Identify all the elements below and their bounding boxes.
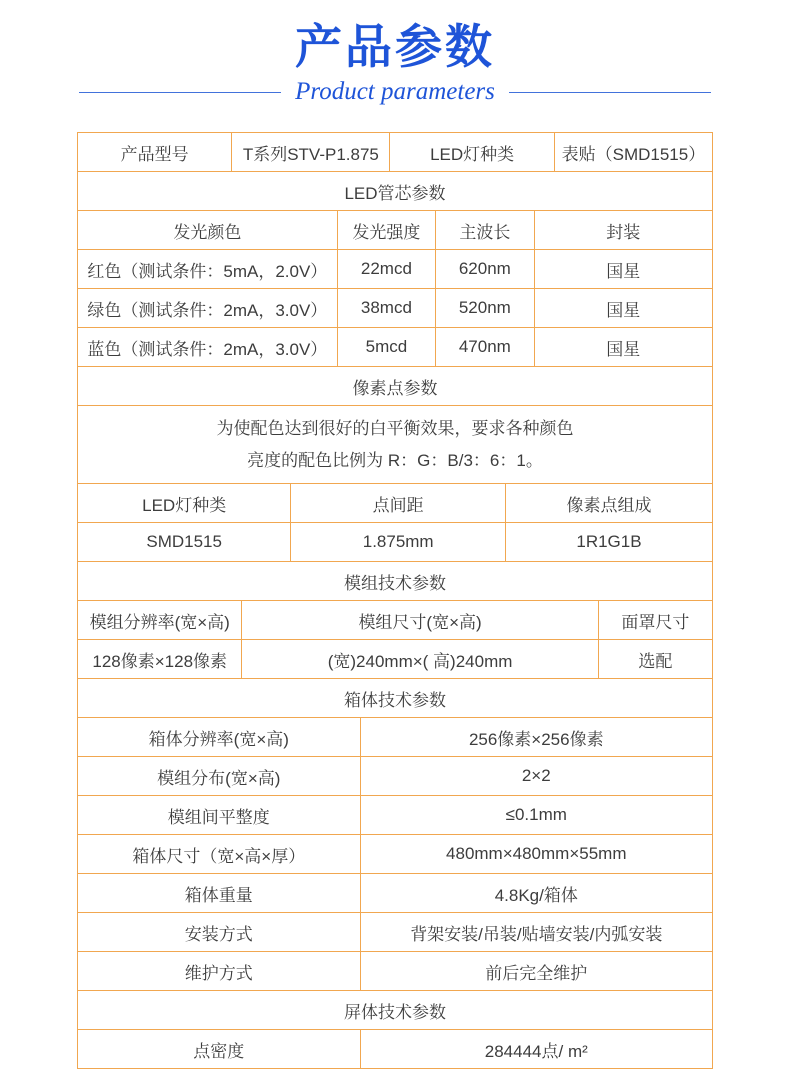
blue-led-package: 国星 bbox=[535, 328, 713, 367]
pixel-config-value: 1R1G1B bbox=[506, 523, 713, 562]
green-led-package: 国星 bbox=[535, 289, 713, 328]
module-size-value: (宽)240mm×( 高)240mm bbox=[242, 640, 598, 679]
table-row-red-led bbox=[78, 250, 713, 289]
column-header-intensity: 发光强度 bbox=[338, 211, 436, 250]
table-row-green-led bbox=[78, 289, 713, 328]
table-row-maintenance bbox=[78, 952, 713, 991]
table-row-install-method bbox=[78, 913, 713, 952]
section-title-pixel: 像素点参数 bbox=[78, 367, 713, 406]
blue-led-intensity: 5mcd bbox=[338, 328, 436, 367]
cabinet-resolution-label: 箱体分辨率(宽×高) bbox=[78, 718, 361, 757]
green-led-condition: 绿色（测试条件：2mA，3.0V） bbox=[78, 289, 338, 328]
column-header-module-size: 模组尺寸(宽×高) bbox=[242, 601, 598, 640]
dot-density-value: 284444点/ m² bbox=[361, 1030, 713, 1069]
column-header-package: 封装 bbox=[535, 211, 713, 250]
table-row-module-values bbox=[78, 640, 713, 679]
cabinet-weight-label: 箱体重量 bbox=[78, 874, 361, 913]
column-header-wavelength: 主波长 bbox=[436, 211, 534, 250]
green-led-intensity: 38mcd bbox=[338, 289, 436, 328]
led-type-value: 表贴（SMD1515） bbox=[555, 133, 713, 172]
pixel-pitch-value: 1.875mm bbox=[291, 523, 506, 562]
table-header-row-pixel bbox=[78, 484, 713, 523]
section-title-cabinet: 箱体技术参数 bbox=[78, 679, 713, 718]
green-led-wavelength: 520nm bbox=[436, 289, 534, 328]
blue-led-condition: 蓝色（测试条件：2mA，3.0V） bbox=[78, 328, 338, 367]
cabinet-size-value: 480mm×480mm×55mm bbox=[361, 835, 713, 874]
mask-size-value: 选配 bbox=[599, 640, 713, 679]
section-title-screen: 屏体技术参数 bbox=[78, 991, 713, 1030]
table-row-blue-led bbox=[78, 328, 713, 367]
section-row-pixel bbox=[78, 367, 713, 406]
table-header-row-module bbox=[78, 601, 713, 640]
column-header-emit-color: 发光颜色 bbox=[78, 211, 338, 250]
white-balance-note-line1: 为使配色达到很好的白平衡效果，要求各种颜色 bbox=[216, 419, 574, 439]
subtitle-row bbox=[0, 78, 790, 106]
red-led-package: 国星 bbox=[535, 250, 713, 289]
dot-density-label: 点密度 bbox=[78, 1030, 361, 1069]
table-row-dot-density bbox=[78, 1030, 713, 1069]
product-model-label: 产品型号 bbox=[78, 133, 232, 172]
cabinet-weight-value: 4.8Kg/箱体 bbox=[361, 874, 713, 913]
module-layout-value: 2×2 bbox=[361, 757, 713, 796]
column-header-pixel-pitch: 点间距 bbox=[291, 484, 506, 523]
flatness-value: ≤0.1mm bbox=[361, 796, 713, 835]
install-method-label: 安装方式 bbox=[78, 913, 361, 952]
module-resolution-value: 128像素×128像素 bbox=[78, 640, 242, 679]
pixel-led-type-value: SMD1515 bbox=[78, 523, 291, 562]
cabinet-resolution-value: 256像素×256像素 bbox=[361, 718, 713, 757]
red-led-wavelength: 620nm bbox=[436, 250, 534, 289]
product-model-value: T系列STV-P1.875 bbox=[232, 133, 390, 172]
table-row-pixel-values bbox=[78, 523, 713, 562]
page-header bbox=[0, 0, 790, 106]
table-row-module-layout bbox=[78, 757, 713, 796]
section-row-screen bbox=[78, 991, 713, 1030]
table-row-cabinet-weight bbox=[78, 874, 713, 913]
maintenance-label: 维护方式 bbox=[78, 952, 361, 991]
led-type-label: LED灯种类 bbox=[390, 133, 554, 172]
section-title-module: 模组技术参数 bbox=[78, 562, 713, 601]
table-row-cabinet-resolution bbox=[78, 718, 713, 757]
product-parameters-table bbox=[77, 132, 713, 1069]
table-row-white-balance-note bbox=[78, 406, 713, 484]
section-row-cabinet bbox=[78, 679, 713, 718]
module-layout-label: 模组分布(宽×高) bbox=[78, 757, 361, 796]
page-title: 产品参数 bbox=[295, 20, 495, 73]
white-balance-note-line2: 亮度的配色比例为 R：G：B/3：6：1。 bbox=[247, 450, 543, 470]
install-method-value: 背架安装/吊装/贴墙安装/内弧安装 bbox=[361, 913, 713, 952]
right-rule-line bbox=[509, 92, 711, 93]
red-led-intensity: 22mcd bbox=[338, 250, 436, 289]
column-header-mask-size: 面罩尺寸 bbox=[599, 601, 713, 640]
section-row-led-chip bbox=[78, 172, 713, 211]
section-row-module bbox=[78, 562, 713, 601]
white-balance-note bbox=[78, 406, 713, 484]
column-header-module-resolution: 模组分辨率(宽×高) bbox=[78, 601, 242, 640]
cabinet-size-label: 箱体尺寸（宽×高×厚） bbox=[78, 835, 361, 874]
section-title-led-chip: LED管芯参数 bbox=[78, 172, 713, 211]
flatness-label: 模组间平整度 bbox=[78, 796, 361, 835]
column-header-led-type: LED灯种类 bbox=[78, 484, 291, 523]
table-row-flatness bbox=[78, 796, 713, 835]
column-header-pixel-config: 像素点组成 bbox=[506, 484, 713, 523]
table-row-cabinet-size bbox=[78, 835, 713, 874]
red-led-condition: 红色（测试条件：5mA，2.0V） bbox=[78, 250, 338, 289]
blue-led-wavelength: 470nm bbox=[436, 328, 534, 367]
table-header-row-led bbox=[78, 211, 713, 250]
page-subtitle: Product parameters bbox=[295, 78, 495, 106]
left-rule-line bbox=[79, 92, 281, 93]
maintenance-value: 前后完全维护 bbox=[361, 952, 713, 991]
table-row-product-model bbox=[78, 133, 713, 172]
